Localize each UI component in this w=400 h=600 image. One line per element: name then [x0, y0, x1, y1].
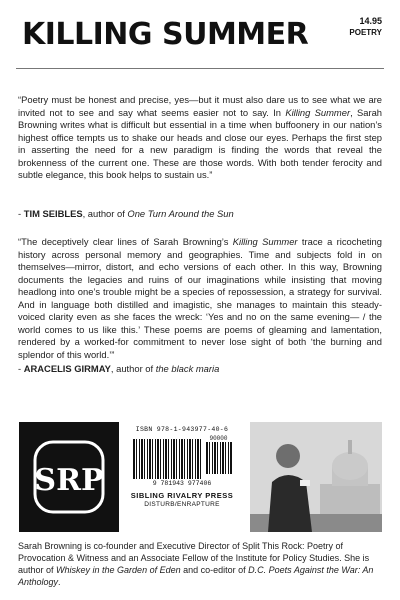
barcode-bar — [220, 442, 221, 474]
barcode-bar — [197, 439, 199, 479]
barcode-digits: 9 781943 977406 — [152, 480, 212, 487]
barcode-bar — [171, 439, 172, 479]
barcode-bar — [179, 439, 180, 479]
barcode-bar — [222, 442, 224, 474]
publisher-name: SIBLING RIVALRY PRESS — [130, 491, 234, 500]
barcode-bar — [214, 442, 216, 474]
bio-text: and co-editor of — [180, 565, 249, 575]
attrib-name: TIM SEIBLES — [23, 208, 83, 219]
barcode-bar — [217, 442, 218, 474]
barcode-bar — [165, 439, 167, 479]
barcode-bar — [209, 442, 210, 474]
logo-text: SRP — [34, 463, 104, 498]
blurb-text: trace a ricocheting history across personal memory and geographies. Time and subjects fold in on themselves—mirror, distort, and echo versions of each other. In this way, Browning documents the legacies and ruins of our imaginations while insisting that moving headlong into one’s trouble might be a species of repossession, a strategy for survival. And in language both distilled and imagistic, she manages to maintain this steady-voiced clarity even as she faces the wreck: ‘Yes and no on the same evening— / the world comes to us like this.’ These poems are poems of gleaming and lamentation, rendered by a worked-for commitment to never lose sight of both ‘the burning and splendor of this world.’” — [18, 236, 382, 360]
price-barcode-icon — [206, 442, 232, 474]
attrib-suffix: , author of — [82, 208, 128, 219]
barcode-bar — [200, 439, 201, 479]
barcode-bar — [206, 442, 208, 474]
barcode-bar — [152, 439, 153, 479]
srp-logo-svg — [29, 432, 109, 522]
barcodes — [130, 435, 234, 479]
blurb-book-title: Killing Summer — [285, 106, 351, 118]
bio-book-2: D.C. Poets Against the War: An Anthology — [18, 565, 374, 587]
barcode-bar — [184, 439, 185, 479]
barcode-block — [130, 422, 234, 532]
blurb-seibles — [18, 94, 382, 182]
capitol-dome — [332, 452, 368, 480]
attribution-girmay — [18, 363, 219, 374]
barcode-bar — [181, 439, 183, 479]
blurb-text: “Poetry must be honest and precise, yes—but it must also dare us to see what we are invited not to see and say what seems easier not to say. In — [18, 94, 382, 118]
author-head — [276, 444, 300, 468]
srp-logo-icon — [19, 422, 119, 532]
price: 14.95 — [359, 16, 382, 26]
barcode-bar — [149, 439, 151, 479]
attribution-seibles — [18, 208, 234, 219]
bio-text: . — [58, 577, 61, 587]
barcode-bar — [160, 439, 161, 479]
bio-book-1: Whiskey in the Garden of Eden — [56, 565, 181, 575]
barcode-icon — [133, 439, 203, 479]
barcode-bar — [157, 439, 159, 479]
barcode-bar — [176, 439, 177, 479]
barcode-bar — [187, 439, 188, 479]
barcode-bar — [163, 439, 164, 479]
barcode-bar — [189, 439, 191, 479]
barcode-bar — [212, 442, 213, 474]
price-barcode-wrap — [206, 435, 232, 479]
attrib-suffix: , author of — [110, 363, 156, 374]
barcode-bar — [195, 439, 196, 479]
publisher-imprint: DISTURB/ENRAPTURE — [144, 501, 220, 508]
attrib-book: One Turn Around the Sun — [127, 208, 234, 219]
capitol-spire — [348, 440, 352, 454]
blurb-girmay — [18, 236, 382, 361]
attrib-prefix: - — [18, 363, 24, 374]
barcode-bar — [147, 439, 148, 479]
isbn-label: ISBN 978-1-943977-40-6 — [135, 426, 229, 433]
barcode-bar — [230, 442, 232, 474]
author-bio — [18, 540, 382, 588]
price-block — [349, 16, 382, 38]
author-photo-icon — [250, 422, 382, 532]
barcode-bar — [141, 439, 143, 479]
bio-text: Sarah Browning is co-founder and Executive Director of Split This Rock: Poetry of Provocation & Witness and an Associate Fellow of the Institute for Policy Studies. She is author of — [18, 541, 370, 575]
author-paper — [300, 480, 310, 486]
blurb-book-title: Killing Summer — [232, 236, 298, 247]
attrib-prefix: - — [18, 208, 24, 219]
attrib-name: ARACELIS GIRMAY — [23, 363, 111, 374]
price-code: 90000 — [209, 435, 228, 442]
barcode-bar — [139, 439, 140, 479]
category: POETRY — [349, 28, 382, 37]
barcode-bar — [144, 439, 145, 479]
author-photo-svg — [250, 422, 382, 532]
barcode-bar — [155, 439, 156, 479]
barcode-bar — [168, 439, 169, 479]
barcode-bar — [192, 439, 193, 479]
blurb-text: “The deceptively clear lines of Sarah Browning’s — [18, 236, 233, 247]
barcode-bar — [228, 442, 229, 474]
header-divider — [16, 68, 384, 69]
barcode-bar — [225, 442, 226, 474]
barcode-bar — [136, 439, 137, 479]
attrib-book: the black maria — [155, 363, 220, 374]
barcode-bar — [173, 439, 175, 479]
barcode-bar — [133, 439, 135, 479]
blurb-text: , Sarah Browning writes what is difficult but essential in a time when buffoonery in our nation’s highest office tempts us to shake our heads and close our eyes. Perhaps the first step in asserting the need for a new paradigm is finding the words that reveal the brokenness of the current one. These are those words. With both tender ferocity and subtle elegance, this book helps to sustain us.” — [18, 106, 383, 180]
book-title: KILLING SUMMER — [22, 17, 309, 52]
